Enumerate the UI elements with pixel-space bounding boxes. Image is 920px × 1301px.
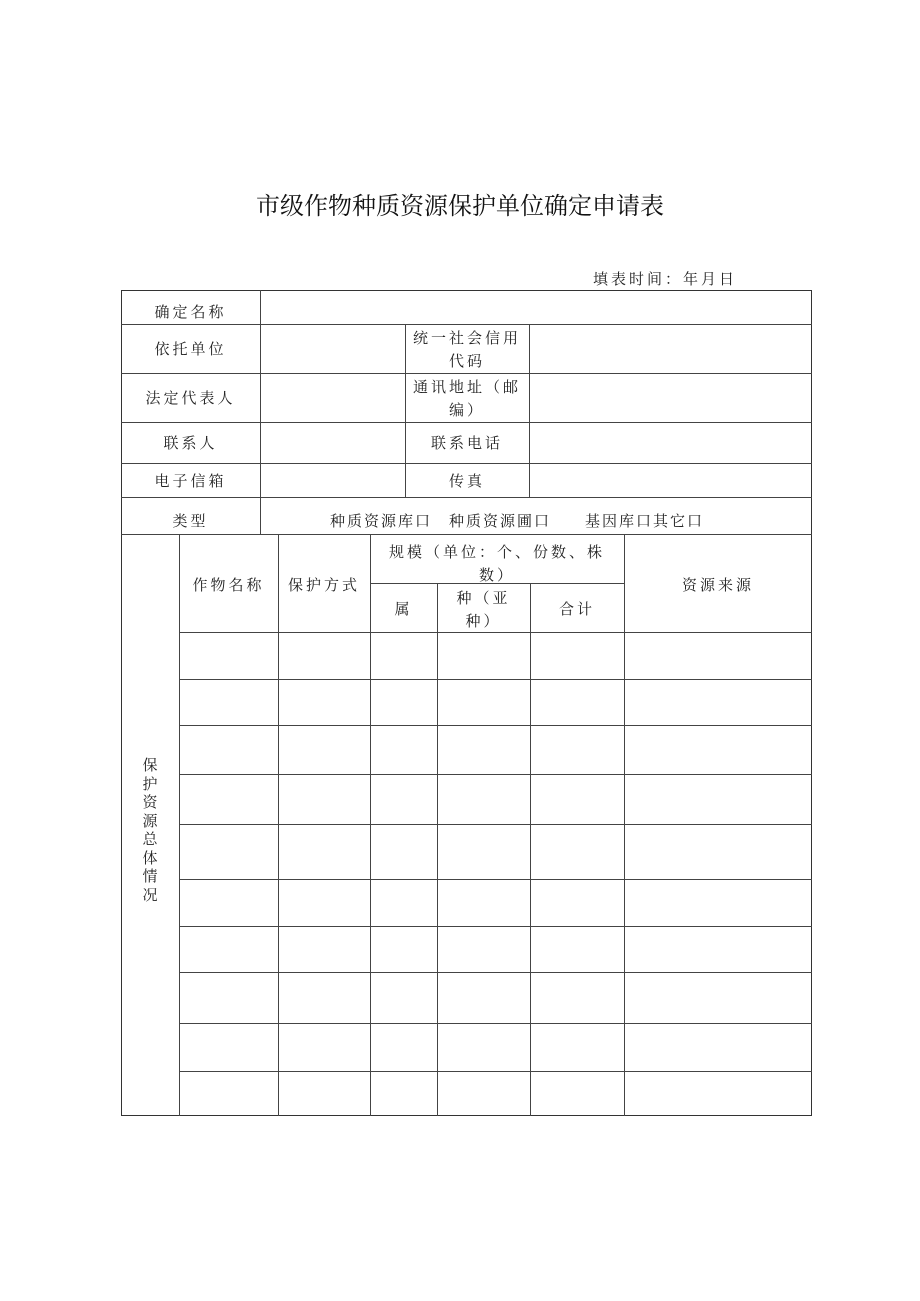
resource-table-cell[interactable] bbox=[438, 775, 530, 824]
resource-table-cell[interactable] bbox=[371, 726, 437, 774]
resource-table-cell[interactable] bbox=[531, 880, 624, 926]
resource-table-cell[interactable] bbox=[279, 880, 370, 926]
resource-table-cell[interactable] bbox=[180, 775, 278, 824]
resource-table-cell[interactable] bbox=[371, 880, 437, 926]
header-species bbox=[437, 587, 530, 633]
label-type: 类型 bbox=[172, 512, 209, 530]
row-divider bbox=[121, 497, 812, 498]
row-divider bbox=[121, 534, 812, 535]
resource-table-cell[interactable] bbox=[279, 726, 370, 774]
resource-table-cell[interactable] bbox=[180, 680, 278, 725]
resource-table-cell[interactable] bbox=[531, 775, 624, 824]
resource-table-cell[interactable] bbox=[625, 1072, 812, 1116]
header-species-line2: 种） bbox=[465, 612, 502, 630]
resource-table-cell[interactable] bbox=[531, 680, 624, 725]
resource-table-cell[interactable] bbox=[625, 633, 812, 679]
label-credit-code-line2: 代码 bbox=[448, 352, 485, 370]
resource-table-cell[interactable] bbox=[438, 1072, 530, 1116]
resource-table-cell[interactable] bbox=[438, 927, 530, 972]
header-scale-line2: 数） bbox=[478, 566, 515, 584]
resource-table-cell[interactable] bbox=[625, 726, 812, 774]
label-email: 电子信箱 bbox=[154, 472, 227, 490]
resource-table-cell[interactable] bbox=[279, 1072, 370, 1116]
resource-table-cell[interactable] bbox=[625, 973, 812, 1023]
header-crop-name: 作物名称 bbox=[192, 576, 265, 594]
label-contact: 联系人 bbox=[163, 434, 218, 452]
resource-table-cell[interactable] bbox=[531, 825, 624, 879]
resource-table-cell[interactable] bbox=[371, 775, 437, 824]
resource-table-cell[interactable] bbox=[371, 927, 437, 972]
label-phone: 联系电话 bbox=[430, 434, 503, 452]
resource-table-cell[interactable] bbox=[531, 633, 624, 679]
type-options[interactable]: 种质资源库口 种质资源圃口 基因库口其它口 bbox=[330, 512, 705, 530]
confirm-name-field[interactable] bbox=[261, 291, 811, 324]
resource-table-cell[interactable] bbox=[438, 1024, 530, 1071]
resource-table-cell[interactable] bbox=[531, 973, 624, 1023]
label-address-line1: 通讯地址（邮 bbox=[412, 378, 521, 396]
header-protect-method: 保护方式 bbox=[287, 576, 360, 594]
address-field[interactable] bbox=[530, 374, 811, 422]
label-address bbox=[405, 376, 529, 422]
resource-table-cell[interactable] bbox=[438, 680, 530, 725]
label-legal-rep: 法定代表人 bbox=[145, 389, 236, 407]
label-credit-code bbox=[405, 327, 529, 373]
resource-table-cell[interactable] bbox=[279, 973, 370, 1023]
resource-table-cell[interactable] bbox=[625, 825, 812, 879]
resource-table-cell[interactable] bbox=[371, 825, 437, 879]
resource-table-cell[interactable] bbox=[531, 1072, 624, 1116]
resource-table-cell[interactable] bbox=[180, 927, 278, 972]
fill-date-label: 填表时间：年月日 bbox=[592, 270, 737, 288]
resource-table-cell[interactable] bbox=[438, 633, 530, 679]
label-fax: 传真 bbox=[448, 472, 485, 490]
phone-field[interactable] bbox=[530, 423, 811, 463]
resource-table-cell[interactable] bbox=[531, 927, 624, 972]
resource-table-cell[interactable] bbox=[180, 1072, 278, 1116]
resource-table-cell[interactable] bbox=[531, 1024, 624, 1071]
resource-table-cell[interactable] bbox=[625, 1024, 812, 1071]
header-scale bbox=[370, 541, 624, 587]
resource-table-cell[interactable] bbox=[438, 825, 530, 879]
resource-table-cell[interactable] bbox=[180, 880, 278, 926]
resource-table-cell[interactable] bbox=[279, 633, 370, 679]
resource-table-cell[interactable] bbox=[279, 825, 370, 879]
resource-table-cell[interactable] bbox=[279, 1024, 370, 1071]
email-field[interactable] bbox=[261, 464, 405, 497]
header-scale-line1: 规模（单位：个、份数、株 bbox=[388, 543, 605, 561]
header-total: 合计 bbox=[558, 600, 595, 618]
resource-table-cell[interactable] bbox=[625, 680, 812, 725]
label-host-unit: 依托单位 bbox=[154, 340, 227, 358]
resource-table-cell[interactable] bbox=[625, 880, 812, 926]
legal-rep-field[interactable] bbox=[261, 374, 405, 422]
fax-field[interactable] bbox=[530, 464, 811, 497]
label-address-line2: 编） bbox=[448, 401, 485, 419]
credit-code-field[interactable] bbox=[530, 325, 811, 373]
side-label-resources: 保 护 资 源 总 体 情 况 bbox=[142, 756, 158, 904]
label-confirm-name: 确定名称 bbox=[154, 303, 227, 321]
resource-table-cell[interactable] bbox=[371, 680, 437, 725]
resource-table-cell[interactable] bbox=[625, 927, 812, 972]
page-title: 市级作物种质资源保护单位确定申请表 bbox=[256, 192, 664, 220]
resource-table-cell[interactable] bbox=[180, 1024, 278, 1071]
resource-table-cell[interactable] bbox=[371, 1072, 437, 1116]
header-source: 资源来源 bbox=[681, 576, 754, 594]
resource-table-cell[interactable] bbox=[279, 680, 370, 725]
resource-table-cell[interactable] bbox=[180, 633, 278, 679]
resource-table-cell[interactable] bbox=[279, 775, 370, 824]
label-credit-code-line1: 统一社会信用 bbox=[412, 329, 521, 347]
host-unit-field[interactable] bbox=[261, 325, 405, 373]
resource-table-cell[interactable] bbox=[438, 726, 530, 774]
resource-table-cell[interactable] bbox=[625, 775, 812, 824]
header-genus: 属 bbox=[394, 600, 413, 618]
resource-table-cell[interactable] bbox=[438, 880, 530, 926]
resource-table-cell[interactable] bbox=[371, 633, 437, 679]
contact-field[interactable] bbox=[261, 423, 405, 463]
resource-table-cell[interactable] bbox=[531, 726, 624, 774]
resource-table-cell[interactable] bbox=[279, 927, 370, 972]
resource-table-cell[interactable] bbox=[371, 973, 437, 1023]
resource-table-cell[interactable] bbox=[371, 1024, 437, 1071]
resource-table-cell[interactable] bbox=[180, 973, 278, 1023]
resource-table-cell[interactable] bbox=[180, 825, 278, 879]
resource-table-cell[interactable] bbox=[180, 726, 278, 774]
header-species-line1: 种（亚 bbox=[456, 589, 511, 607]
resource-table-cell[interactable] bbox=[438, 973, 530, 1023]
